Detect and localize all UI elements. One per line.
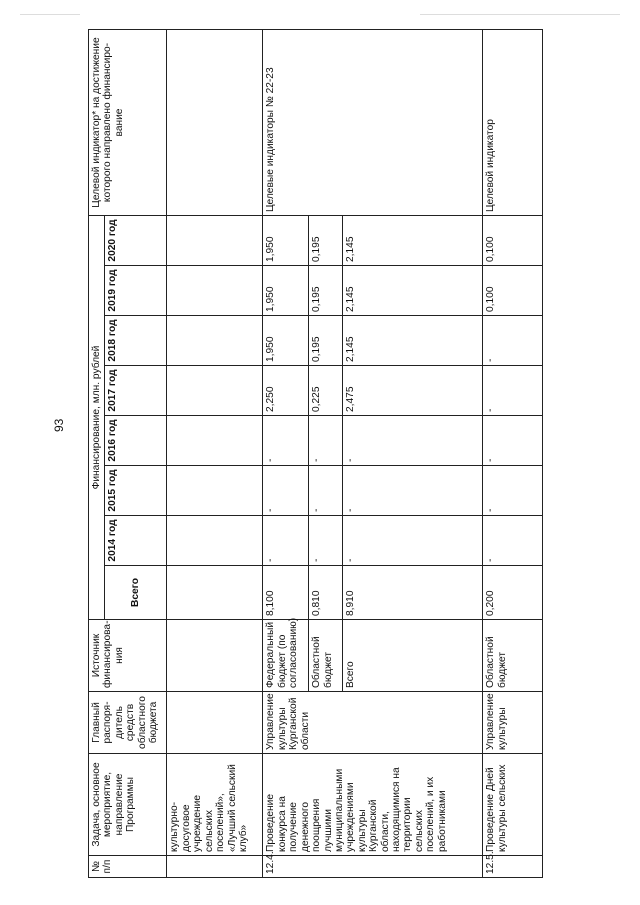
header-num: № п/п <box>89 856 167 878</box>
row-num: 12.5. <box>483 856 543 878</box>
row-task: Проведение конкурса на получение денежного поощрения лучшими муниципальными учреждениями культуры Курганской области, находящимися на территории сельских поселений, и их работниками <box>263 754 483 856</box>
row-value: 2,250 <box>263 366 309 416</box>
header-year: 2018 год <box>105 316 167 366</box>
row-value: 2,145 <box>343 216 483 266</box>
row-value <box>167 416 263 466</box>
row-value: - <box>483 316 543 366</box>
header-row-1 <box>89 30 105 878</box>
row-source: Федеральный бюджет (по согласованию) <box>263 620 309 692</box>
header-year: 2014 год <box>105 516 167 566</box>
header-task: Задача, основное мероприятие, направление Программы <box>89 754 167 856</box>
row-value: - <box>343 466 483 516</box>
row-value <box>167 266 263 316</box>
row-task: культурно-досуговое учреждение сельских поселений», «Лучший сельский клуб» <box>167 754 263 856</box>
row-value: 1,950 <box>263 316 309 366</box>
financing-table <box>88 29 543 878</box>
header-total: Всего <box>105 566 167 620</box>
row-value: - <box>483 516 543 566</box>
row-value <box>167 216 263 266</box>
row-total <box>167 566 263 620</box>
row-num <box>167 856 263 878</box>
header-year: 2020 год <box>105 216 167 266</box>
row-value: - <box>309 416 343 466</box>
header-manager: Главный распоря-дитель средств областного бюджета <box>89 692 167 754</box>
row-total: 8,910 <box>343 566 483 620</box>
scan-artifact <box>20 14 80 15</box>
row-value: - <box>483 466 543 516</box>
row-value: - <box>343 516 483 566</box>
row-value: 0,195 <box>309 216 343 266</box>
rotated-table-container <box>88 38 612 878</box>
row-source: Областной бюджет <box>309 620 343 692</box>
page-number: 93 <box>52 418 66 432</box>
row-value: 0,195 <box>309 316 343 366</box>
row-total: 0,200 <box>483 566 543 620</box>
row-task: Проведение Дней культуры сельских <box>483 754 543 856</box>
row-value <box>167 316 263 366</box>
row-value: 0,100 <box>483 216 543 266</box>
header-financing-group: Финансирование, млн. рублей <box>89 216 105 620</box>
row-total: 0,810 <box>309 566 343 620</box>
header-year: 2019 год <box>105 266 167 316</box>
row-value: - <box>263 466 309 516</box>
row-value: 1,950 <box>263 266 309 316</box>
row-indicator <box>167 30 263 216</box>
row-num: 12.4. <box>263 856 483 878</box>
table-row <box>167 30 263 878</box>
row-value: 0,100 <box>483 266 543 316</box>
header-year: 2017 год <box>105 366 167 416</box>
row-value: - <box>263 416 309 466</box>
header-source: Источник финансирова-ния <box>89 620 167 692</box>
row-value: - <box>309 466 343 516</box>
row-manager: Управление культуры Курганской области <box>263 692 483 754</box>
row-value: 2,145 <box>343 316 483 366</box>
table-row <box>483 30 543 878</box>
row-value <box>167 466 263 516</box>
row-total: 8,100 <box>263 566 309 620</box>
row-value: 0,195 <box>309 266 343 316</box>
header-year: 2016 год <box>105 416 167 466</box>
row-value: - <box>483 416 543 466</box>
row-source: Всего <box>343 620 483 692</box>
header-year: 2015 год <box>105 466 167 516</box>
table-row <box>263 30 309 878</box>
row-indicator: Целевые индикаторы № 22-23 <box>263 30 483 216</box>
row-source <box>167 620 263 692</box>
row-value <box>167 516 263 566</box>
row-value: - <box>309 516 343 566</box>
row-value: - <box>343 416 483 466</box>
row-manager <box>167 692 263 754</box>
row-value: - <box>483 366 543 416</box>
row-value: - <box>263 516 309 566</box>
row-source: Областной бюджет <box>483 620 543 692</box>
row-value: 2,475 <box>343 366 483 416</box>
scan-artifact <box>420 14 620 15</box>
row-value: 0,225 <box>309 366 343 416</box>
row-manager: Управление культуры <box>483 692 543 754</box>
row-value <box>167 366 263 416</box>
row-indicator: Целевой индикатор <box>483 30 543 216</box>
header-indicator: Целевой индикатор* на достижение которого направлено финансиро-вание <box>89 30 167 216</box>
row-value: 1,950 <box>263 216 309 266</box>
row-value: 2,145 <box>343 266 483 316</box>
